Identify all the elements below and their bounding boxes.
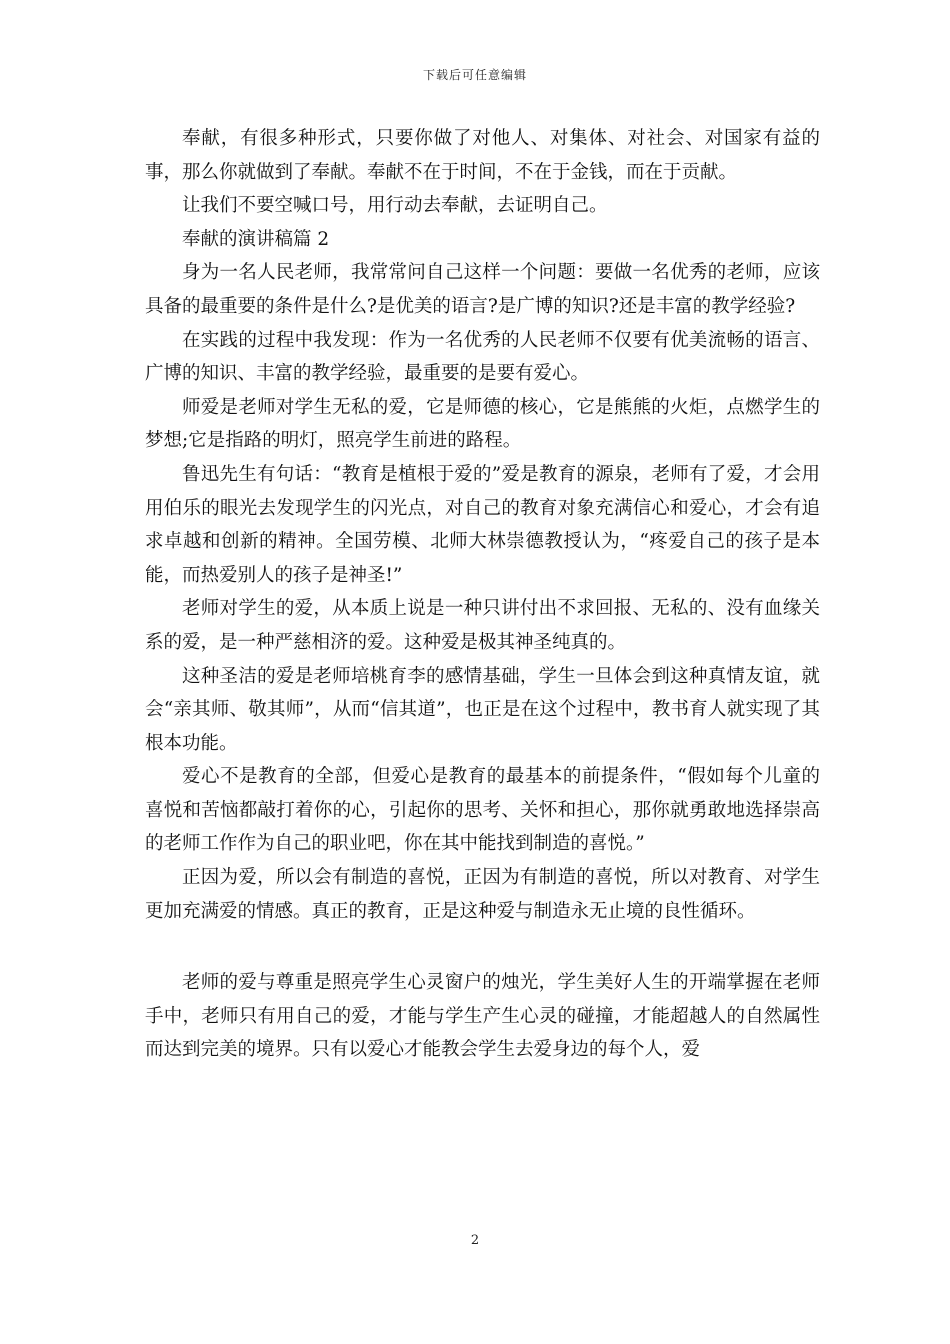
paragraph: 身为一名人民老师，我常常问自己这样一个问题：要做一名优秀的老师，应该具备的最重要的条件是什么?是优美的语言?是广博的知识?还是丰富的教学经验?: [145, 262, 820, 317]
page-number: 2: [470, 1233, 480, 1248]
document-body: [145, 122, 820, 1067]
paragraph: 让我们不要空喊口号，用行动去奉献，去证明自己。: [182, 195, 608, 217]
paragraph: 鲁迅先生有句话：“教育是植根于爱的”爱是教育的源泉，老师有了爱，才会用用伯乐的眼光去发现学生的闪光点，对自己的教育对象充满信心和爱心，才会有追求卓越和创新的精神。全国劳模、北师大林崇德教授认为，“疼爱自己的孩子是本能，而热爱别人的孩子是神圣!”: [145, 463, 820, 586]
paragraph: 师爱是老师对学生无私的爱，它是师德的核心，它是熊熊的火炬，点燃学生的梦想;它是指路的明灯，照亮学生前进的路程。: [145, 396, 820, 452]
page-header: 下载后可任意编辑: [422, 68, 527, 82]
paragraph: 老师的爱与尊重是照亮学生心灵窗户的烛光，学生美好人生的开端掌握在老师手中，老师只有用自己的爱，才能与学生产生心灵的碰撞，才能超越人的自然属性而达到完美的境界。只有以爱心才能教会学生去爱身边的每个人，爱: [145, 972, 820, 1061]
paragraph: 在实践的过程中我发现：作为一名优秀的人民老师不仅要有优美流畅的语言、广博的知识、丰富的教学经验，最重要的是要有爱心。: [145, 329, 820, 385]
paragraph: 奉献，有很多种形式，只要你做了对他人、对集体、对社会、对国家有益的事，那么你就做到了奉献。奉献不在于时间，不在于金钱，而在于贡献。: [145, 128, 820, 183]
paragraph: 老师对学生的爱，从本质上说是一种只讲付出不求回报、无私的、没有血缘关系的爱，是一种严慈相济的爱。这种爱是极其神圣纯真的。: [145, 598, 820, 653]
paragraph-gap: [145, 928, 820, 966]
paragraph: 爱心不是教育的全部，但爱心是教育的最基本的前提条件，“假如每个儿童的喜悦和苦恼都敲打着你的心，引起你的思考、关怀和担心，那你就勇敢地选择崇高的老师工作作为自己的职业吧，你在其中能找到制造的喜悦。”: [145, 766, 820, 855]
section-heading: 奉献的演讲稿篇 2: [182, 228, 330, 250]
paragraph: 这种圣洁的爱是老师培桃育李的感情基础，学生一旦体会到这种真情友谊，就会“亲其师、敬其师”，从而“信其道”，也正是在这个过程中，教书育人就实现了其根本功能。: [145, 665, 820, 754]
paragraph: 正因为爱，所以会有制造的喜悦，正因为有制造的喜悦，所以对教育、对学生更加充满爱的情感。真正的教育，正是这种爱与制造永无止境的良性循环。: [145, 867, 820, 922]
